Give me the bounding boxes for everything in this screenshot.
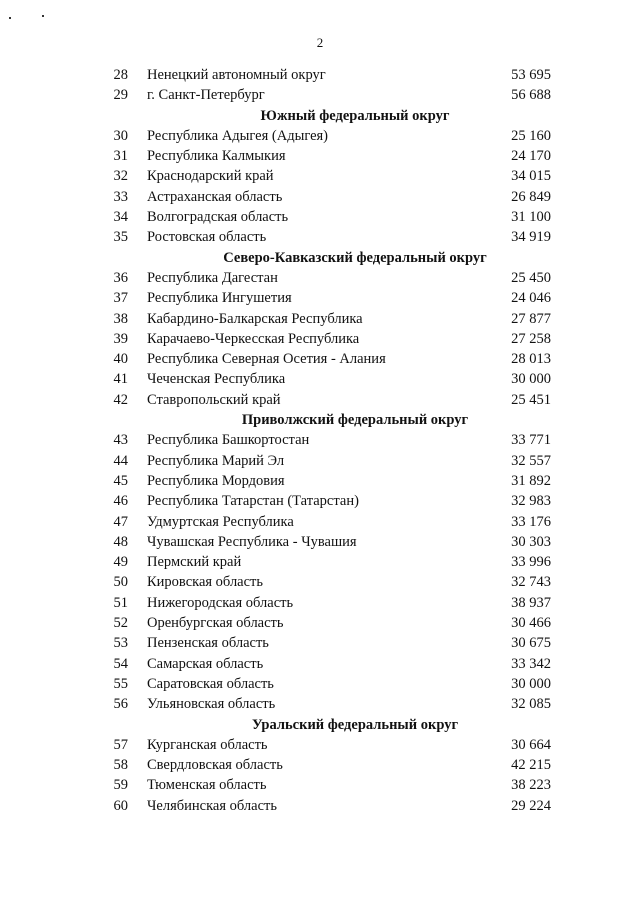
table-row [0, 694, 640, 714]
region-value: 30 000 [511, 371, 551, 388]
district-heading [0, 410, 640, 430]
district-title: Северо-Кавказский федеральный округ [223, 249, 487, 266]
region-name: Тюменская область [147, 777, 267, 794]
table-row [0, 207, 640, 227]
table-row [0, 288, 640, 308]
scan-speck [42, 15, 44, 17]
region-value: 24 170 [511, 148, 551, 165]
region-value: 25 160 [511, 127, 551, 144]
region-name: Пензенская область [147, 635, 269, 652]
table-row [0, 451, 640, 471]
table-row [0, 674, 640, 694]
table-row [0, 65, 640, 85]
region-value: 33 342 [511, 655, 551, 672]
row-number: 53 [113, 635, 128, 652]
table-row [0, 532, 640, 552]
table-row [0, 735, 640, 755]
region-name: Чеченская Республика [147, 371, 286, 388]
region-value: 28 013 [511, 351, 551, 368]
region-value: 34 015 [511, 168, 551, 185]
row-number: 51 [113, 594, 128, 611]
row-number: 37 [113, 290, 128, 307]
row-number: 36 [113, 269, 128, 286]
table-row [0, 430, 640, 450]
region-value: 32 085 [511, 696, 551, 713]
row-number: 47 [113, 513, 128, 530]
scan-speck [9, 17, 11, 19]
table-row [0, 309, 640, 329]
region-value: 33 176 [511, 513, 551, 530]
table-row [0, 654, 640, 674]
region-name: Кировская область [147, 574, 264, 591]
region-value: 30 664 [511, 736, 551, 753]
region-name: г. Санкт-Петербург [147, 87, 265, 104]
region-name: Республика Адыгея (Адыгея) [147, 127, 329, 144]
region-value: 32 557 [511, 452, 551, 469]
region-name: Республика Татарстан (Татарстан) [147, 493, 359, 510]
region-name: Ставропольский край [147, 391, 281, 408]
district-heading [0, 106, 640, 126]
row-number: 60 [113, 797, 128, 814]
region-value: 26 849 [511, 188, 551, 205]
row-number: 59 [113, 777, 128, 794]
table-row [0, 552, 640, 572]
table-row [0, 775, 640, 795]
district-title: Приволжский федеральный округ [241, 412, 469, 429]
row-number: 52 [113, 615, 128, 632]
table-row [0, 85, 640, 105]
row-number: 30 [113, 127, 128, 144]
row-number: 49 [113, 554, 128, 571]
region-name: Кабардино-Балкарская Республика [147, 310, 363, 327]
row-number: 44 [113, 452, 128, 469]
region-name: Астраханская область [147, 188, 283, 205]
table-row [0, 329, 640, 349]
row-number: 57 [113, 736, 128, 753]
table-row [0, 126, 640, 146]
region-value: 53 695 [511, 67, 551, 83]
row-number: 31 [113, 148, 128, 165]
row-number: 50 [113, 574, 128, 591]
region-value: 27 258 [511, 330, 551, 347]
district-title: Южный федеральный округ [260, 107, 450, 124]
row-number: 28 [113, 67, 128, 83]
table-row [0, 349, 640, 369]
row-number: 34 [113, 209, 128, 226]
district-heading [0, 715, 640, 735]
row-number: 32 [113, 168, 128, 185]
region-name: Чувашская Республика - Чувашия [147, 533, 357, 550]
table-row [0, 796, 640, 816]
row-number: 33 [113, 188, 128, 205]
row-number: 40 [113, 351, 128, 368]
district-title: Уральский федеральный округ [251, 716, 459, 733]
row-number: 56 [113, 696, 128, 713]
table-row [0, 227, 640, 247]
table-row [0, 146, 640, 166]
region-name: Удмуртская Республика [147, 513, 294, 530]
region-value: 30 000 [511, 675, 551, 692]
region-value: 33 996 [511, 554, 551, 571]
row-number: 46 [113, 493, 128, 510]
district-heading [0, 248, 640, 268]
table-row [0, 166, 640, 186]
table-row [0, 268, 640, 288]
region-name: Саратовская область [147, 675, 274, 692]
row-number: 45 [113, 472, 128, 489]
region-value: 56 688 [511, 87, 551, 104]
region-value: 30 675 [511, 635, 551, 652]
row-number: 48 [113, 533, 128, 550]
row-number: 42 [113, 391, 128, 408]
row-number: 41 [113, 371, 128, 388]
table-row [0, 390, 640, 410]
region-name: Оренбургская область [147, 615, 284, 632]
table-row [0, 613, 640, 633]
table-row [0, 369, 640, 389]
region-name: Волгоградская область [147, 209, 289, 226]
table-row [0, 491, 640, 511]
region-table [0, 65, 640, 816]
row-number: 55 [113, 675, 128, 692]
region-name: Краснодарский край [147, 168, 274, 185]
region-name: Ростовская область [147, 229, 267, 246]
region-value: 30 466 [511, 615, 551, 632]
region-name: Республика Дагестан [147, 269, 278, 286]
table-row [0, 633, 640, 653]
region-value: 25 451 [511, 391, 551, 408]
region-name: Челябинская область [147, 797, 277, 814]
region-name: Республика Калмыкия [147, 148, 286, 165]
region-name: Республика Ингушетия [147, 290, 292, 307]
table-row [0, 512, 640, 532]
region-value: 30 303 [511, 533, 551, 550]
region-value: 42 215 [511, 757, 551, 774]
region-name: Пермский край [147, 554, 242, 571]
table-row [0, 593, 640, 613]
table-row [0, 572, 640, 592]
row-number: 54 [113, 655, 128, 672]
region-name: Карачаево-Черкесская Республика [147, 330, 360, 347]
region-name: Ненецкий автономный округ [147, 67, 326, 83]
region-name: Республика Северная Осетия - Алания [147, 351, 386, 368]
table-row [0, 755, 640, 775]
region-value: 24 046 [511, 290, 551, 307]
row-number: 39 [113, 330, 128, 347]
region-value: 34 919 [511, 229, 551, 246]
table-row [0, 187, 640, 207]
region-name: Свердловская область [147, 757, 283, 774]
region-value: 38 223 [511, 777, 551, 794]
table-row [0, 471, 640, 491]
region-name: Нижегородская область [147, 594, 294, 611]
region-name: Республика Марий Эл [147, 452, 285, 469]
row-number: 58 [113, 757, 128, 774]
region-value: 27 877 [511, 310, 551, 327]
row-number: 38 [113, 310, 128, 327]
region-name: Самарская область [147, 655, 264, 672]
region-value: 29 224 [511, 797, 551, 814]
row-number: 43 [113, 432, 128, 449]
region-value: 32 983 [511, 493, 551, 510]
region-name: Ульяновская область [147, 696, 276, 713]
region-value: 25 450 [511, 269, 551, 286]
region-name: Курганская область [147, 736, 268, 753]
page-number: 2 [316, 35, 324, 50]
region-value: 31 892 [511, 472, 551, 489]
region-value: 31 100 [511, 209, 551, 226]
row-number: 29 [113, 87, 128, 104]
row-number: 35 [113, 229, 128, 246]
region-value: 32 743 [511, 574, 551, 591]
region-value: 38 937 [511, 594, 551, 611]
region-name: Республика Башкортостан [147, 432, 310, 449]
region-name: Республика Мордовия [147, 472, 285, 489]
region-value: 33 771 [511, 432, 551, 449]
